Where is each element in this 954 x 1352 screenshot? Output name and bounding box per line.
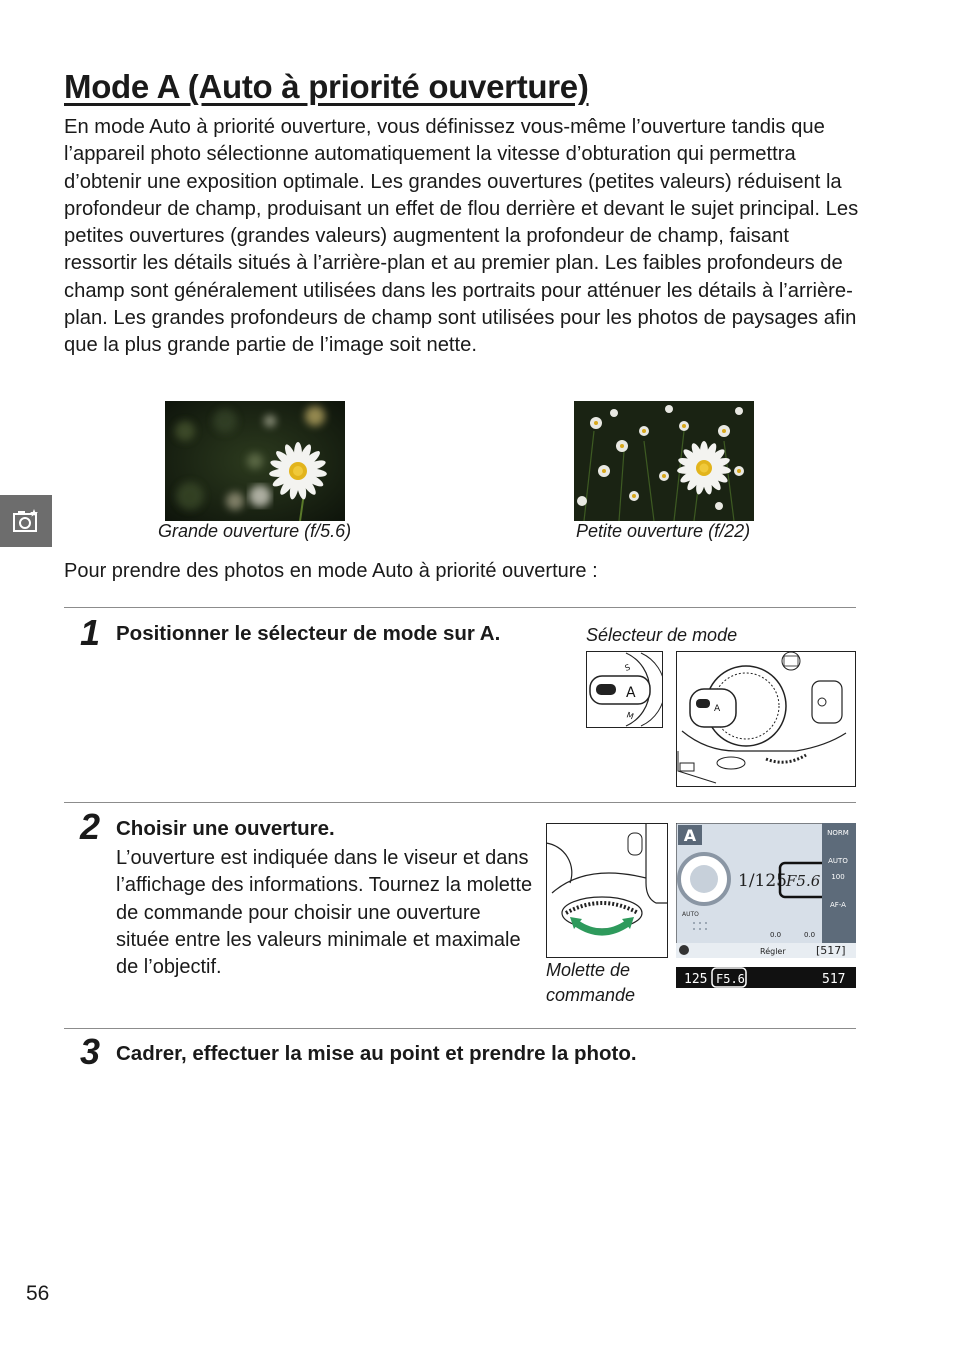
shots-remaining: [517] [816,944,846,957]
iso-value: 100 [831,873,845,881]
step-number: 1 [80,612,100,653]
camera-icon [12,508,40,534]
step-number: 2 [80,806,100,847]
dial-label-m: M [625,710,635,722]
step-title: Positionner le sélecteur de mode sur A. [116,622,501,645]
divider [64,1028,856,1029]
figure-caption: commande [546,985,636,1005]
step-title: Cadrer, effectuer la mise au point et prendre la photo. [116,1042,637,1065]
info-display-screen [676,823,856,958]
page-title: Mode A (Auto à priorité ouverture) [64,68,589,105]
adjust-label: Régler [760,947,786,956]
vf-shutter: 125 [684,972,708,987]
figure-caption: Sélecteur de mode [586,625,738,645]
aperture-value: F5.6 [786,872,821,890]
side-tab [0,495,52,547]
photo-caption-large: Grande ouverture (f/5.6) [158,521,352,541]
flash-comp: 0.0 [804,931,816,939]
image-quality: NORM [827,829,849,837]
divider [64,607,856,608]
intro-paragraph: En mode Auto à priorité ouverture, vous définissez vous-même l’ouverture tandis que l’appareil photo sélectionne automatiquement la vitesse d’obturation qui permettra d’obtenir une exposition optimale. Les grandes ouvertures (petites valeurs) réduisent la profondeur de champ, produisant un effet de flou derrière et devant le sujet principal. Les petites ouvertures (grandes valeurs) augmentent la profondeur de champ, faisant ressortir les détails situés à l’arrière-plan et au premier plan. Les faibles profondeurs de champ sont généralement utilisées dans les portraits pour atténuer les détails à l’arrière-plan. Les grandes profondeurs de champ sont utilisées pour les photos de paysages afin que la plus grande partie de l’image soit nette. [64,116,859,357]
mode-indicator: A [683,826,697,845]
camera-top-illustration [676,651,856,787]
step-title: Choisir une ouverture. [116,817,335,840]
photo-caption-small: Petite ouverture (f/22) [576,521,751,541]
exposure-comp: 0.0 [770,931,782,939]
af-mode: AF-A [830,901,846,909]
viewfinder-display [676,967,856,988]
dial-small-label-a: A [714,704,721,714]
white-balance: AUTO [828,857,848,865]
dial-label-s: S [623,662,632,673]
command-dial-illustration [546,823,668,958]
photo-small-aperture [574,401,754,521]
auto-label: AUTO [682,911,699,918]
dial-label-a: A [626,685,636,701]
divider [64,802,856,803]
mode-dial-closeup [586,651,663,728]
shutter-value: 1/125 [738,871,787,891]
page-number: 56 [26,1282,50,1305]
vf-shots: 517 [822,972,846,987]
lead-text: Pour prendre des photos en mode Auto à priorité ouverture : [64,560,598,582]
vf-aperture: F5.6 [716,972,745,986]
figure-caption: Molette de [546,960,631,980]
step-body: L’ouverture est indiquée dans le viseur et dans l’affichage des informations. Tournez la molette de commande pour choisir une ouverture située entre les valeurs minimale et maximale de l’objectif. [116,847,533,979]
photo-large-aperture [165,401,345,521]
step-number: 3 [80,1031,100,1072]
